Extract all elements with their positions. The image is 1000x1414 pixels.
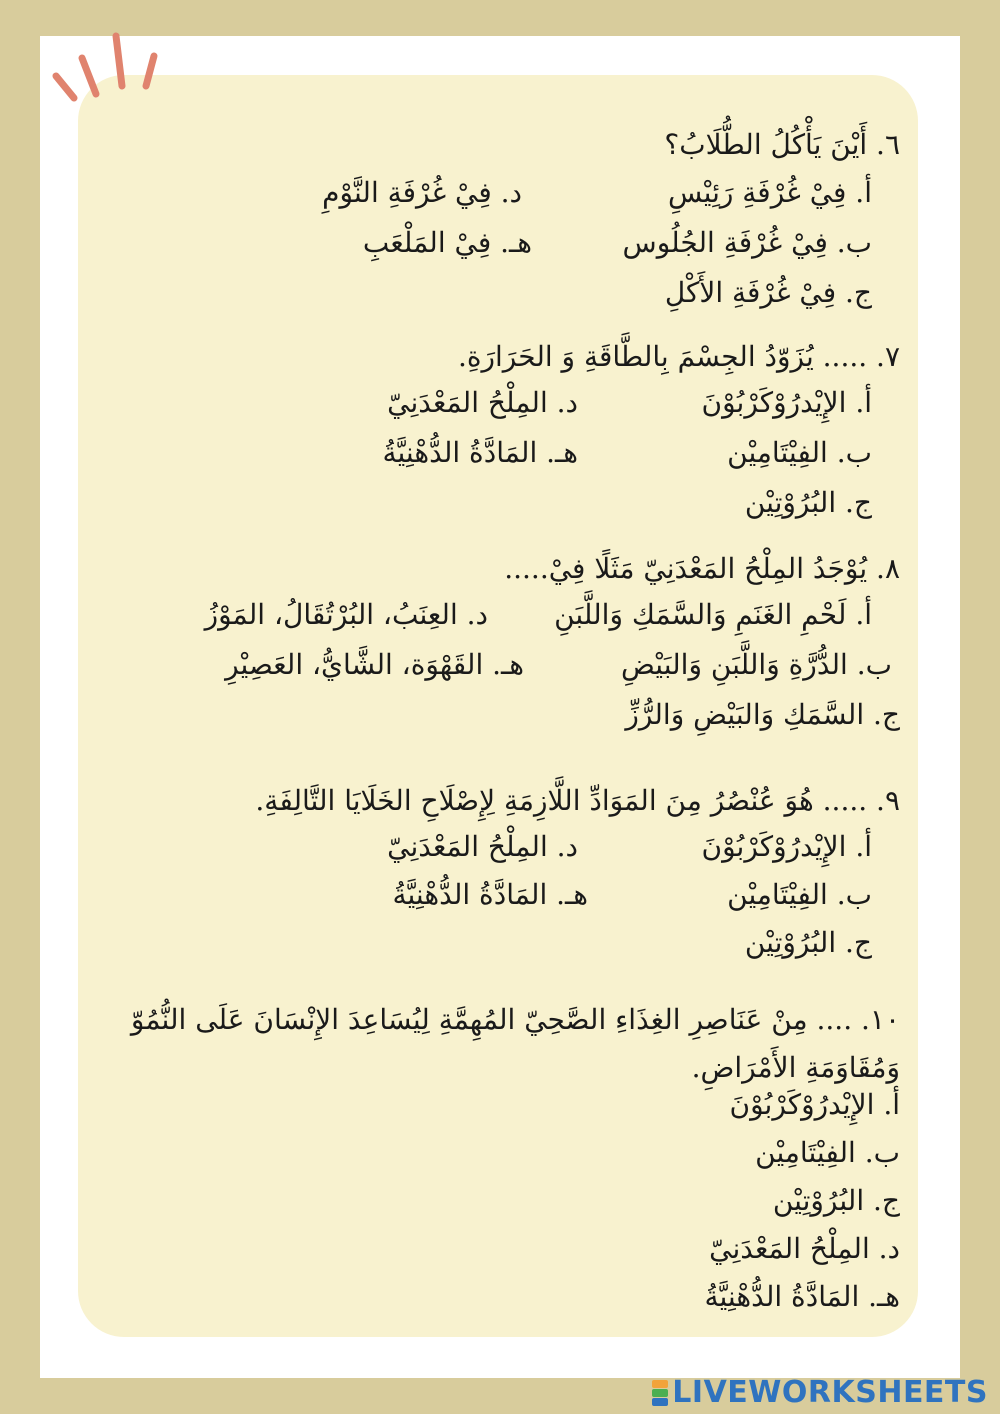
- option-e[interactable]: هـ. المَادَّةُ الدُّهْنِيَّةُ: [704, 1280, 900, 1313]
- option-b[interactable]: ب. الفِيْتَامِيْن: [755, 1136, 900, 1169]
- option-d[interactable]: د. المِلْحُ المَعْدَنِيّ: [709, 1232, 900, 1265]
- question-stem: ٩. ..... هُوَ عُنْصُرُ مِنَ المَوَادِّ اللَّازِمَةِ لِإِصْلَاحِ الخَلَايَا التَّالِفَةِ.: [255, 784, 900, 817]
- question-stem: ٨. يُوْجَدُ المِلْحُ المَعْدَنِيّ مَثَلًا فِيْ.....: [504, 552, 900, 585]
- question-stem: ٦. أَيْنَ يَأْكُلُ الطُّلَابُ؟: [664, 128, 900, 161]
- option-a[interactable]: أ. فِيْ غُرْفَةِ رَئِيْسِ: [667, 176, 872, 209]
- option-d[interactable]: د. المِلْحُ المَعْدَنِيّ: [387, 830, 578, 863]
- option-b[interactable]: ب. الدُّرَّةِ وَاللَّبَنِ وَالبَيْضِ: [620, 648, 892, 681]
- option-e[interactable]: هـ. القَهْوَة، الشَّايُّ، العَصِيْرِ: [225, 648, 524, 681]
- option-c[interactable]: ج. فِيْ غُرْفَةِ الأَكْلِ: [664, 276, 872, 309]
- option-a[interactable]: أ. الإِيْدرُوْكَرْبُوْنَ: [701, 830, 872, 863]
- option-c[interactable]: ج. البُرُوْتِيْن: [772, 1184, 900, 1217]
- option-a[interactable]: أ. لَحْمِ الغَنَمِ وَالسَّمَكِ وَاللَّبَنِ: [554, 598, 872, 631]
- option-b[interactable]: ب. الفِيْتَامِيْن: [727, 878, 872, 911]
- option-d[interactable]: د. العِنَبُ، البُرْتُقَالُ، المَوْزُ: [204, 598, 488, 631]
- option-d[interactable]: د. فِيْ غُرْفَةِ النَّوْمِ: [322, 176, 522, 209]
- option-c[interactable]: ج. البُرُوْتِيْن: [744, 926, 872, 959]
- brand-icon: [652, 1380, 668, 1406]
- option-b[interactable]: ب. الفِيْتَامِيْن: [727, 436, 872, 469]
- sparkle-decoration: [44, 28, 184, 118]
- option-a[interactable]: أ. الإِيْدرُوْكَرْبُوْنَ: [729, 1088, 900, 1121]
- option-e[interactable]: هـ. فِيْ المَلْعَبِ: [362, 226, 532, 259]
- question-stem: ٧. ..... يُزَوّدُ الجِسْمَ بِالطَّاقَةِ وَ الحَرَارَةِ.: [457, 340, 900, 373]
- option-c[interactable]: ج. البُرُوْتِيْن: [744, 486, 872, 519]
- option-d[interactable]: د. المِلْحُ المَعْدَنِيّ: [387, 386, 578, 419]
- option-e[interactable]: هـ. المَادَّةُ الدُّهْنِيَّةُ: [392, 878, 588, 911]
- option-e[interactable]: هـ. المَادَّةُ الدُّهْنِيَّةُ: [382, 436, 578, 469]
- question-stem: ١٠. .... مِنْ عَنَاصِرِ الغِذَاءِ الصَّحِيّ المُهِمَّةِ لِيُسَاعِدَ الإِنْسَانَ عَلَى النُّمُوّ وَمُقَاوَمَةِ الأَمْرَاضِ.: [130, 1003, 900, 1084]
- option-c[interactable]: ج. السَّمَكِ وَالبَيْضِ وَالرُّزِّ: [625, 698, 900, 731]
- liveworksheets-logo[interactable]: [652, 1375, 988, 1410]
- option-a[interactable]: أ. الإِيْدرُوْكَرْبُوْنَ: [701, 386, 872, 419]
- brand-name: LIVEWORKSHEETS: [672, 1375, 988, 1410]
- option-b[interactable]: ب. فِيْ غُرْفَةِ الجُلُوس: [622, 226, 872, 259]
